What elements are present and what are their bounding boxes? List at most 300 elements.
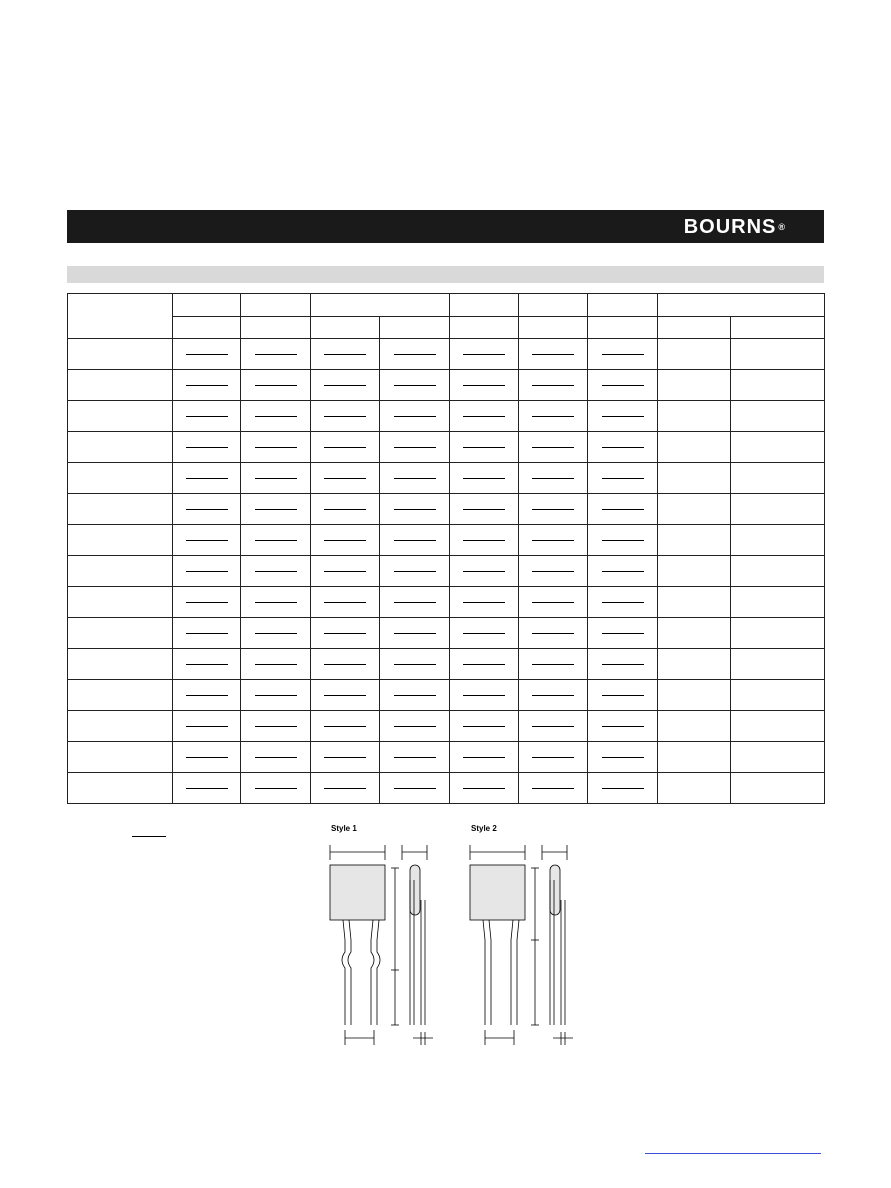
table-cell (380, 432, 450, 463)
blank-value-rule (324, 540, 366, 541)
table-cell (731, 742, 825, 773)
blank-value-rule (463, 509, 505, 510)
table-cell (311, 432, 380, 463)
table-cell (380, 587, 450, 618)
blank-value-rule (463, 757, 505, 758)
table-cell (380, 742, 450, 773)
table-header-cell (173, 317, 241, 339)
blank-value-rule (186, 478, 228, 479)
table-cell (380, 773, 450, 804)
table-cell (68, 339, 173, 370)
table-cell (731, 649, 825, 680)
table-header-cell (519, 317, 588, 339)
table-header-cell (658, 317, 731, 339)
blank-value-rule (324, 478, 366, 479)
table-cell (658, 339, 731, 370)
table-cell (68, 463, 173, 494)
table-cell (68, 370, 173, 401)
style2-label: Style 2 (471, 824, 497, 833)
table-cell (658, 649, 731, 680)
table-cell (241, 587, 311, 618)
blank-value-rule (255, 695, 297, 696)
table-row (68, 773, 825, 804)
blank-value-rule (255, 664, 297, 665)
blank-value-rule (255, 757, 297, 758)
blank-value-rule (463, 478, 505, 479)
blank-value-rule (394, 664, 436, 665)
blank-value-rule (186, 571, 228, 572)
table-cell (68, 401, 173, 432)
style1-dimension-drawing (325, 840, 445, 1050)
blank-value-rule (324, 695, 366, 696)
table-cell (588, 587, 658, 618)
blank-value-rule (255, 633, 297, 634)
table-cell (68, 556, 173, 587)
blank-value-rule (532, 509, 574, 510)
blank-value-rule (602, 633, 644, 634)
blank-value-rule (394, 788, 436, 789)
blank-value-rule (463, 602, 505, 603)
table-cell (658, 463, 731, 494)
table-cell (241, 649, 311, 680)
table-cell (588, 773, 658, 804)
table-cell (68, 587, 173, 618)
blank-value-rule (532, 726, 574, 727)
table-cell (731, 587, 825, 618)
blank-value-rule (186, 664, 228, 665)
table-cell (173, 401, 241, 432)
blank-value-rule (602, 416, 644, 417)
blank-value-rule (602, 664, 644, 665)
blank-value-rule (186, 540, 228, 541)
table-cell (658, 773, 731, 804)
blank-value-rule (324, 385, 366, 386)
table-cell (519, 618, 588, 649)
table-cell (519, 711, 588, 742)
blank-value-rule (532, 788, 574, 789)
table-cell (658, 432, 731, 463)
blank-value-rule (324, 664, 366, 665)
table-cell (173, 587, 241, 618)
blank-value-rule (532, 633, 574, 634)
blank-value-rule (324, 447, 366, 448)
blank-value-rule (463, 385, 505, 386)
table-cell (588, 525, 658, 556)
table-cell (450, 463, 519, 494)
blank-value-rule (186, 354, 228, 355)
table-cell (450, 587, 519, 618)
table-cell (731, 711, 825, 742)
table-cell (241, 401, 311, 432)
table-cell (588, 711, 658, 742)
table-cell (519, 649, 588, 680)
blank-value-rule (394, 354, 436, 355)
table-cell (519, 680, 588, 711)
blank-value-rule (255, 602, 297, 603)
table-cell (173, 556, 241, 587)
blank-value-rule (394, 571, 436, 572)
blank-value-rule (186, 788, 228, 789)
blank-value-rule (394, 478, 436, 479)
blank-value-rule (602, 757, 644, 758)
table-header-row (68, 294, 825, 317)
blank-value-rule (602, 726, 644, 727)
table-cell (311, 773, 380, 804)
table-cell (241, 494, 311, 525)
table-cell (731, 339, 825, 370)
table-cell (173, 494, 241, 525)
table-cell (450, 494, 519, 525)
table-row (68, 525, 825, 556)
blank-value-rule (532, 478, 574, 479)
table-cell (311, 401, 380, 432)
blank-value-rule (324, 602, 366, 603)
blank-value-rule (532, 354, 574, 355)
table-cell (68, 773, 173, 804)
blank-value-rule (255, 416, 297, 417)
table-cell (658, 711, 731, 742)
table-cell (588, 463, 658, 494)
table-cell (731, 525, 825, 556)
table-cell (173, 742, 241, 773)
blank-value-rule (532, 540, 574, 541)
table-cell (731, 401, 825, 432)
bourns-logo (684, 217, 786, 237)
blank-value-rule (324, 726, 366, 727)
table-cell (731, 618, 825, 649)
table-cell (311, 680, 380, 711)
blank-value-rule (255, 540, 297, 541)
blank-value-rule (186, 633, 228, 634)
table-cell (731, 370, 825, 401)
table-header-cell (450, 317, 519, 339)
table-cell (241, 339, 311, 370)
table-row (68, 680, 825, 711)
blank-value-rule (602, 478, 644, 479)
blank-value-rule (602, 602, 644, 603)
blank-value-rule (463, 633, 505, 634)
blank-value-rule (186, 695, 228, 696)
table-cell (311, 339, 380, 370)
table-cell (519, 339, 588, 370)
table-cell (380, 494, 450, 525)
table-row (68, 432, 825, 463)
table-cell (519, 432, 588, 463)
table-cell (450, 618, 519, 649)
table-cell (519, 525, 588, 556)
table-cell (241, 773, 311, 804)
blank-value-rule (532, 416, 574, 417)
blank-value-rule (463, 540, 505, 541)
table-header-cell (658, 294, 825, 317)
blank-value-rule (463, 571, 505, 572)
table-cell (173, 680, 241, 711)
blank-value-rule (394, 540, 436, 541)
table-cell (68, 649, 173, 680)
table-row (68, 711, 825, 742)
table-cell (450, 339, 519, 370)
blank-value-rule (255, 385, 297, 386)
table-cell (519, 556, 588, 587)
table-cell (68, 618, 173, 649)
blank-value-rule (463, 416, 505, 417)
table-cell (311, 370, 380, 401)
table-cell (311, 618, 380, 649)
blank-value-rule (186, 385, 228, 386)
blank-value-rule (602, 571, 644, 572)
table-cell (311, 711, 380, 742)
blank-value-rule (394, 509, 436, 510)
table-cell (173, 525, 241, 556)
blank-value-rule (324, 633, 366, 634)
blank-value-rule (602, 695, 644, 696)
table-cell (380, 556, 450, 587)
table-header-cell (241, 294, 311, 317)
style2-dimension-drawing (465, 840, 585, 1050)
table-cell (311, 742, 380, 773)
table-cell (173, 711, 241, 742)
table-cell (68, 680, 173, 711)
table-cell (380, 525, 450, 556)
table-cell (658, 494, 731, 525)
table-cell (241, 680, 311, 711)
table-cell (450, 742, 519, 773)
blank-value-rule (532, 571, 574, 572)
blank-value-rule (186, 509, 228, 510)
table-cell (380, 711, 450, 742)
table-cell (173, 432, 241, 463)
table-cell (241, 370, 311, 401)
blank-value-rule (255, 726, 297, 727)
blank-value-rule (463, 726, 505, 727)
table-cell (588, 556, 658, 587)
blank-value-rule (186, 602, 228, 603)
table-header-cell (311, 317, 380, 339)
table-cell (311, 556, 380, 587)
blank-value-rule (394, 447, 436, 448)
blank-value-rule (255, 354, 297, 355)
table-header-cell (588, 294, 658, 317)
blank-value-rule (324, 354, 366, 355)
table-header-cell (519, 294, 588, 317)
table-cell (311, 587, 380, 618)
blank-value-rule (324, 788, 366, 789)
table-cell (68, 525, 173, 556)
table-cell (450, 432, 519, 463)
blank-value-rule (532, 695, 574, 696)
table-cell (658, 370, 731, 401)
table-row (68, 370, 825, 401)
table-cell (731, 556, 825, 587)
table-row (68, 587, 825, 618)
blank-value-rule (255, 788, 297, 789)
table-header-cell (380, 317, 450, 339)
blank-value-rule (394, 602, 436, 603)
table-cell (68, 432, 173, 463)
blank-value-rule (602, 385, 644, 386)
table-cell (588, 494, 658, 525)
blank-value-rule (324, 757, 366, 758)
table-row (68, 494, 825, 525)
table-cell (173, 370, 241, 401)
table-cell (380, 649, 450, 680)
table-cell (519, 463, 588, 494)
blank-value-rule (602, 509, 644, 510)
blank-value-rule (186, 447, 228, 448)
blank-value-rule (324, 571, 366, 572)
table-cell (450, 556, 519, 587)
style1-label: Style 1 (331, 824, 357, 833)
table-cell (450, 649, 519, 680)
table-row (68, 649, 825, 680)
table-cell (450, 401, 519, 432)
table-cell (731, 680, 825, 711)
table-row (68, 742, 825, 773)
table-header-cell (311, 294, 450, 317)
blank-value-rule (394, 757, 436, 758)
table-cell (658, 525, 731, 556)
blank-value-rule (394, 695, 436, 696)
table-cell (588, 742, 658, 773)
table-cell (241, 556, 311, 587)
specification-table (67, 293, 825, 804)
blank-value-rule (324, 416, 366, 417)
table-cell (588, 432, 658, 463)
table-cell (380, 401, 450, 432)
table-header-cell (173, 294, 241, 317)
table-cell (241, 432, 311, 463)
table-cell (658, 618, 731, 649)
table-header-cell (588, 317, 658, 339)
table-cell (731, 494, 825, 525)
blank-value-rule (255, 478, 297, 479)
table-cell (311, 494, 380, 525)
blank-value-rule (255, 447, 297, 448)
blank-value-rule (602, 447, 644, 448)
table-cell (241, 525, 311, 556)
blank-value-rule (255, 509, 297, 510)
blank-value-rule (532, 447, 574, 448)
blank-value-rule (463, 447, 505, 448)
blank-value-rule (186, 726, 228, 727)
blank-value-rule (602, 354, 644, 355)
table-cell (450, 525, 519, 556)
table-subheader-row (68, 317, 825, 339)
table-cell (588, 401, 658, 432)
table-cell (588, 649, 658, 680)
table-row (68, 463, 825, 494)
table-cell (588, 618, 658, 649)
table-cell (450, 370, 519, 401)
table-body (68, 339, 825, 804)
blank-value-rule (255, 571, 297, 572)
table-row (68, 556, 825, 587)
table-row (68, 618, 825, 649)
blank-value-rule (532, 757, 574, 758)
note-underline (132, 836, 166, 837)
table-cell (173, 773, 241, 804)
blank-value-rule (394, 726, 436, 727)
table-cell (588, 370, 658, 401)
table-cell (519, 742, 588, 773)
table-cell (380, 618, 450, 649)
table-cell (731, 773, 825, 804)
blank-value-rule (463, 354, 505, 355)
table-cell (658, 680, 731, 711)
blank-value-rule (324, 509, 366, 510)
table-cell (241, 742, 311, 773)
table-cell (173, 339, 241, 370)
table-cell (731, 432, 825, 463)
table-cell (519, 494, 588, 525)
table-cell (519, 773, 588, 804)
table-cell (241, 618, 311, 649)
table-cell (173, 463, 241, 494)
table-header-cell (68, 294, 173, 339)
brand-name: BOURNS (683, 216, 777, 238)
blank-value-rule (186, 416, 228, 417)
header-banner (67, 210, 824, 243)
table-cell (311, 649, 380, 680)
table-cell (380, 463, 450, 494)
blank-value-rule (463, 788, 505, 789)
table-cell (658, 556, 731, 587)
blank-value-rule (394, 416, 436, 417)
table-cell (173, 649, 241, 680)
blank-value-rule (532, 385, 574, 386)
table-cell (380, 680, 450, 711)
table-row (68, 339, 825, 370)
table-header-cell (241, 317, 311, 339)
blank-value-rule (463, 695, 505, 696)
blank-value-rule (394, 385, 436, 386)
blank-value-rule (532, 664, 574, 665)
table-cell (311, 463, 380, 494)
footer-link-underline[interactable] (645, 1153, 821, 1154)
registered-mark: ® (778, 222, 786, 232)
table-cell (450, 773, 519, 804)
blank-value-rule (602, 540, 644, 541)
table-cell (173, 618, 241, 649)
table-cell (658, 742, 731, 773)
table-cell (380, 339, 450, 370)
table-row (68, 401, 825, 432)
blank-value-rule (602, 788, 644, 789)
table-cell (588, 339, 658, 370)
table-cell (658, 587, 731, 618)
table-cell (68, 711, 173, 742)
blank-value-rule (186, 757, 228, 758)
table-cell (450, 711, 519, 742)
table-cell (241, 711, 311, 742)
table-cell (519, 587, 588, 618)
table-cell (519, 370, 588, 401)
blank-value-rule (532, 602, 574, 603)
blank-value-rule (394, 633, 436, 634)
table-cell (588, 680, 658, 711)
section-title-bar (67, 266, 824, 283)
table-cell (68, 742, 173, 773)
table-cell (450, 680, 519, 711)
table-cell (731, 463, 825, 494)
table-cell (519, 401, 588, 432)
table-cell (68, 494, 173, 525)
table-header-cell (450, 294, 519, 317)
table-cell (241, 463, 311, 494)
table-cell (311, 525, 380, 556)
blank-value-rule (463, 664, 505, 665)
table-cell (380, 370, 450, 401)
